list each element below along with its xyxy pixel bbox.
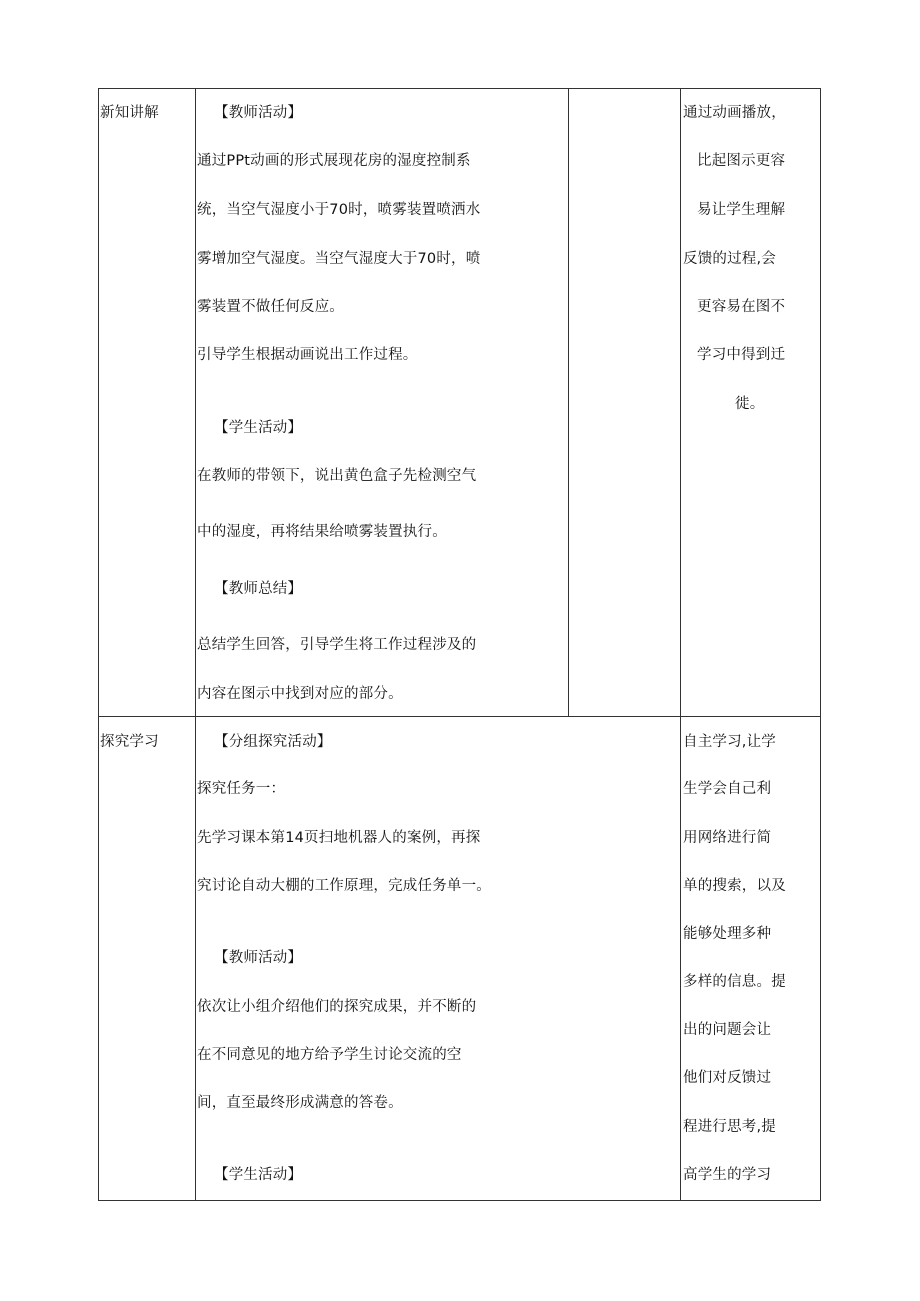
content-line: 雾装置不做任何反应。: [197, 299, 344, 315]
intent-line: 多样的信息。提: [683, 974, 786, 990]
content-heading: 【分组探究活动】: [214, 734, 332, 750]
section-label: 探究学习: [100, 734, 159, 750]
intent-line: 生学会自己利: [683, 781, 772, 797]
intent-line: 程进行思考,提: [683, 1119, 777, 1135]
content-line: 在教师的带领下，说出黄色盒子先检测空气: [197, 468, 477, 484]
intent-line: 用网络进行简: [683, 830, 772, 846]
intent-line: 单的搜索，以及: [683, 878, 786, 894]
content-line: 引导学生根据动画说出工作过程。: [197, 347, 418, 363]
intent-line: 自主学习,让学: [683, 734, 777, 750]
row-divider: [98, 716, 821, 717]
section-label: 新知讲解: [100, 105, 159, 121]
intent-line: 反馈的过程,会: [683, 251, 777, 267]
content-heading: 【教师活动】: [214, 950, 303, 966]
content-line: 雾增加空气湿度。当空气湿度大于70时，喷: [197, 251, 481, 267]
content-line: 探究任务一：: [197, 781, 286, 797]
intent-line: 通过动画播放，: [683, 105, 786, 121]
intent-line: 比起图示更容: [697, 153, 786, 169]
table-bottom-border: [98, 1200, 821, 1201]
col-border-3: [680, 88, 681, 1201]
intent-line: 易让学生理解: [697, 202, 786, 218]
content-heading: 【学生活动】: [214, 1167, 303, 1183]
content-line: 在不同意见的地方给予学生讨论交流的空: [197, 1047, 462, 1063]
intent-line: 学习中得到迁: [697, 347, 786, 363]
intent-line: 出的问题会让: [683, 1022, 772, 1038]
content-line: 统，当空气湿度小于70时，喷雾装置喷洒水: [197, 202, 481, 218]
content-line: 究讨论自动大棚的工作原理，完成任务单一。: [197, 878, 491, 894]
content-heading: 【学生活动】: [214, 420, 303, 436]
content-line: 通过PPt动画的形式展现花房的湿度控制系: [197, 153, 471, 169]
content-heading: 【教师活动】: [214, 105, 303, 121]
col-border-2: [568, 88, 569, 717]
intent-line: 高学生的学习: [683, 1167, 772, 1183]
table-top-border: [98, 88, 821, 89]
col-border-1: [195, 88, 196, 1201]
col-border-right: [820, 88, 821, 1201]
intent-line: 他们对反馈过: [683, 1070, 772, 1086]
content-line: 先学习课本第14页扫地机器人的案例，再探: [197, 830, 481, 846]
content-line: 总结学生回答，引导学生将工作过程涉及的: [197, 637, 477, 653]
content-line: 内容在图示中找到对应的部分。: [197, 686, 403, 702]
content-line: 中的湿度，再将结果给喷雾装置执行。: [197, 524, 447, 540]
content-heading: 【教师总结】: [214, 581, 303, 597]
col-border-left: [98, 88, 99, 1201]
intent-line: 徙。: [735, 396, 765, 412]
intent-line: 更容易在图不: [697, 299, 786, 315]
intent-line: 能够处理多种: [683, 926, 772, 942]
content-line: 依次让小组介绍他们的探究成果，并不断的: [197, 999, 477, 1015]
content-line: 间，直至最终形成满意的答卷。: [197, 1095, 403, 1111]
